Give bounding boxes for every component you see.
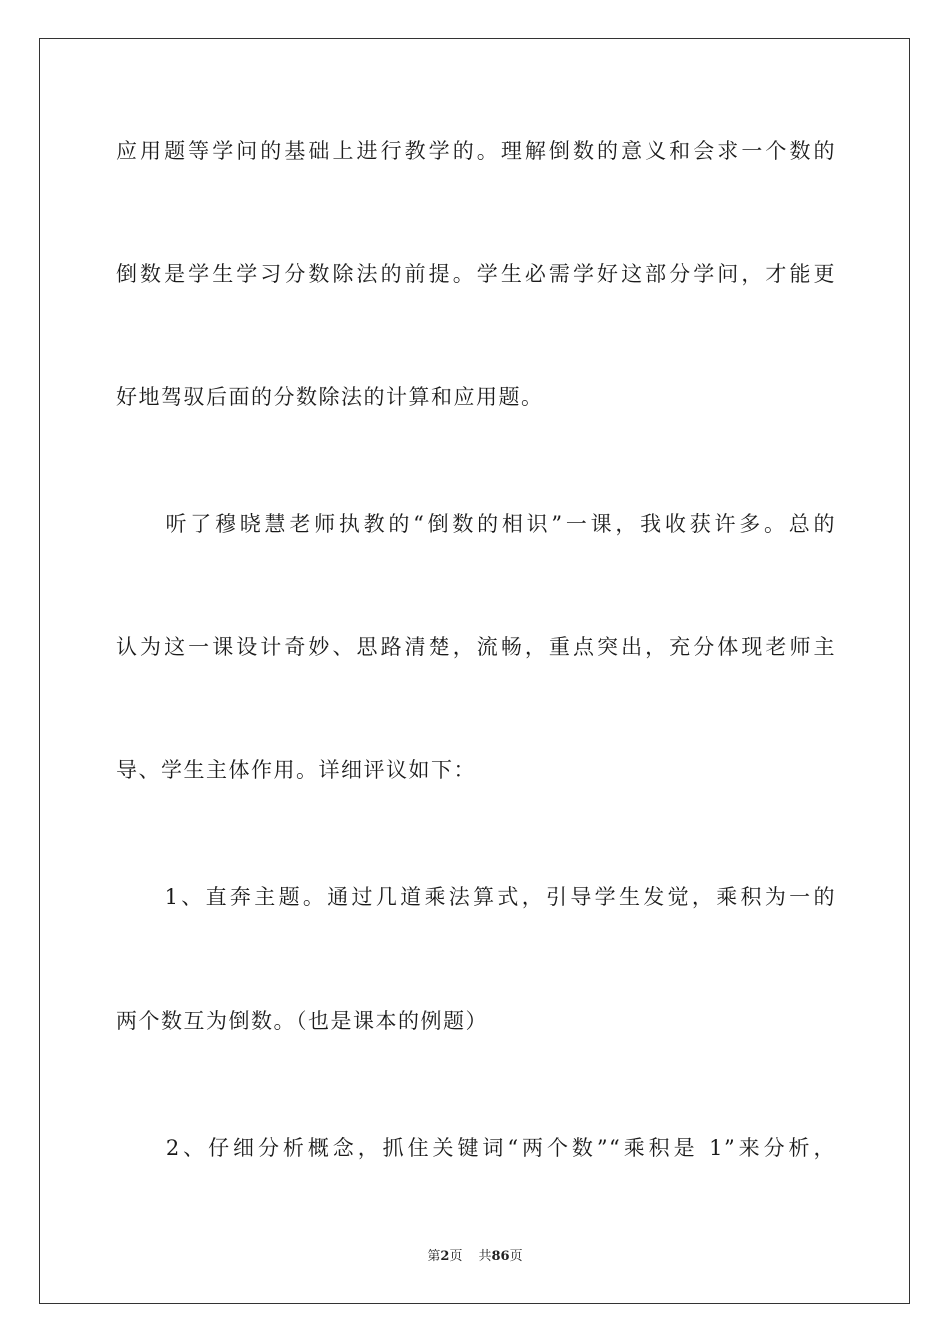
body-line-2: 倒数是学生学习分数除法的前提。学生必需学好这部分学问，才能更	[116, 262, 836, 286]
page-number: 2	[440, 1249, 450, 1264]
body-line-3: 好地驾驭后面的分数除法的计算和应用题。	[116, 385, 544, 409]
body-line-1: 应用题等学问的基础上进行教学的。理解倒数的意义和会求一个数的	[116, 139, 836, 163]
body-line-4: 听了穆晓慧老师执教的“倒数的相识”一课，我收获许多。总的	[116, 512, 836, 536]
total-pages: 86	[491, 1249, 510, 1264]
page-prefix: 第	[427, 1249, 441, 1264]
body-line-7: 1、直奔主题。通过几道乘法算式，引导学生发觉，乘积为一的	[116, 885, 836, 909]
total-suffix: 页	[509, 1249, 523, 1264]
page-frame	[39, 38, 910, 1304]
body-line-6: 导、学生主体作用。详细评议如下：	[116, 758, 476, 782]
body-line-8: 两个数互为倒数。（也是课本的例题）	[116, 1009, 488, 1033]
body-line-5: 认为这一课设计奇妙、思路清楚，流畅，重点突出，充分体现老师主	[116, 635, 836, 659]
page-suffix: 页	[449, 1249, 463, 1264]
total-prefix: 共	[478, 1249, 492, 1264]
body-line-9: 2、仔细分析概念，抓住关键词“两个数”“乘积是 1”来分析，	[116, 1136, 836, 1160]
page-footer	[0, 1248, 950, 1266]
